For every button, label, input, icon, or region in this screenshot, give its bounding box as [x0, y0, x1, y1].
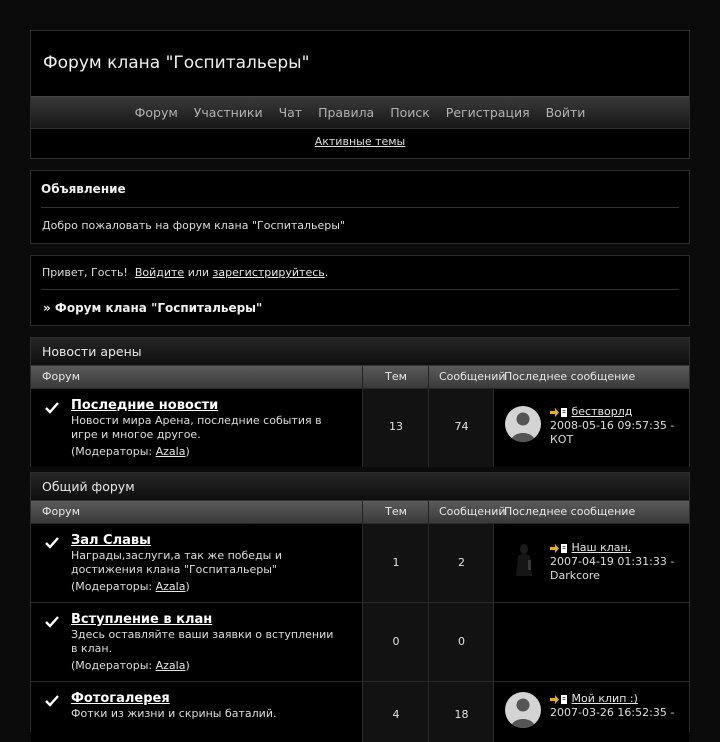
- nav-members[interactable]: Участники: [193, 105, 263, 120]
- moderator-link[interactable]: Azala: [155, 580, 186, 593]
- mod-suffix: ): [185, 580, 190, 593]
- category-title[interactable]: Новости арены: [31, 338, 689, 366]
- last-post-link[interactable]: Наш клан.: [571, 541, 632, 554]
- posts-count: 74: [454, 420, 469, 433]
- moderators: [71, 580, 190, 593]
- last-post-date: 2007-03-26 16:52:35 -: [550, 706, 675, 719]
- register-link[interactable]: зарегистрируйтесь: [212, 266, 325, 279]
- mod-suffix: ): [185, 659, 190, 672]
- category-general: [30, 472, 690, 732]
- nav-forum[interactable]: Форум: [134, 105, 178, 120]
- user-silhouette-icon: [505, 406, 541, 442]
- divider: [41, 289, 679, 290]
- forum-link[interactable]: Последние новости: [71, 398, 219, 413]
- last-post-author[interactable]: КОТ: [550, 433, 574, 446]
- greeting: Привет, Гость!: [42, 266, 128, 279]
- welcome-box: [30, 255, 690, 326]
- category-news: [30, 337, 690, 467]
- last-post-link[interactable]: бестворлд: [571, 405, 633, 418]
- last-post-date: 2007-04-19 01:31:33 -: [550, 555, 675, 568]
- mod-prefix: (Модераторы:: [71, 580, 153, 593]
- nav-rules[interactable]: Правила: [318, 105, 375, 120]
- mod-prefix: (Модераторы:: [71, 445, 153, 458]
- last-post: [550, 541, 690, 583]
- forum-description: Новости мира Арена, последние события в игре и многое другое.: [71, 414, 322, 441]
- or-text: или: [187, 266, 210, 279]
- col-topics: Тем: [362, 501, 429, 523]
- goto-post-icon[interactable]: [550, 408, 568, 417]
- announcement-heading: Объявление: [41, 182, 126, 196]
- avatar[interactable]: [505, 406, 541, 442]
- col-posts: Сообщений: [428, 366, 493, 388]
- last-post: [550, 692, 690, 720]
- forum-row: [31, 602, 689, 681]
- dark-figure-icon: [505, 540, 541, 576]
- moderators: [71, 659, 190, 672]
- column-header: [31, 366, 689, 388]
- topics-count: 13: [389, 420, 403, 433]
- moderators: [71, 445, 190, 458]
- category-title[interactable]: Общий форум: [31, 473, 689, 501]
- moderator-link[interactable]: Azala: [155, 659, 186, 672]
- read-check-icon: [45, 615, 59, 629]
- last-post-date: 2008-05-16 09:57:35 -: [550, 419, 675, 432]
- forum-description: Фотки из жизни и скрины баталий.: [71, 707, 277, 720]
- forum-row: [31, 681, 689, 742]
- announcement-text: Добро пожаловать на форум клана "Госпитальеры": [42, 219, 345, 232]
- forum-link[interactable]: Вступление в клан: [71, 612, 213, 627]
- col-last-post: Последнее сообщение: [504, 370, 636, 383]
- active-topics-link[interactable]: Активные темы: [314, 135, 406, 148]
- forum-row: [31, 388, 689, 467]
- posts-count: 2: [458, 556, 465, 569]
- topics-count: 1: [392, 556, 400, 569]
- nav-chat[interactable]: Чат: [278, 105, 303, 120]
- last-post-author[interactable]: Darkcore: [550, 569, 600, 582]
- read-check-icon: [45, 694, 59, 708]
- col-forum: Форум: [42, 370, 80, 383]
- forum-title: Форум клана "Госпитальеры": [43, 53, 310, 73]
- forum-link[interactable]: Фотогалерея: [71, 691, 170, 706]
- forum-link[interactable]: Зал Славы: [71, 533, 151, 548]
- col-last-post: Последнее сообщение: [504, 505, 636, 518]
- posts-count: 18: [454, 708, 469, 721]
- active-topics-bar: [31, 135, 689, 148]
- main-nav: [31, 96, 689, 129]
- mod-prefix: (Модераторы:: [71, 659, 153, 672]
- avatar[interactable]: [505, 540, 541, 576]
- goto-post-icon[interactable]: [550, 695, 568, 704]
- nav-register[interactable]: Регистрация: [445, 105, 530, 120]
- col-posts: Сообщений: [428, 501, 493, 523]
- breadcrumb[interactable]: » Форум клана "Госпитальеры": [43, 301, 263, 315]
- nav-login[interactable]: Войти: [545, 105, 586, 120]
- last-post: [550, 405, 690, 447]
- posts-count: 0: [458, 635, 465, 648]
- read-check-icon: [45, 401, 59, 415]
- divider: [41, 207, 679, 208]
- column-header: [31, 501, 689, 523]
- forum-row: [31, 523, 689, 602]
- period: .: [324, 266, 329, 279]
- forum-description: Здесь оставляйте ваши заявки о вступлении в клан.: [71, 628, 334, 655]
- moderator-link[interactable]: Azala: [155, 445, 186, 458]
- forum-header: [30, 30, 690, 159]
- welcome-line: [42, 266, 328, 279]
- topics-count: 4: [392, 708, 400, 721]
- last-post-link[interactable]: Мой клип :): [571, 692, 638, 705]
- announcement-box: [30, 170, 690, 244]
- col-topics: Тем: [362, 366, 429, 388]
- topics-count: 0: [392, 635, 400, 648]
- avatar[interactable]: [505, 692, 541, 728]
- login-link[interactable]: Войдите: [134, 266, 185, 279]
- col-forum: Форум: [42, 505, 80, 518]
- mod-suffix: ): [185, 445, 190, 458]
- forum-description: Награды,заслуги,а так же победы и достижения клана "Госпитальеры": [71, 549, 283, 576]
- user-silhouette-icon: [505, 692, 541, 728]
- last-post-empty: [493, 603, 689, 681]
- goto-post-icon[interactable]: [550, 544, 568, 553]
- read-check-icon: [45, 536, 59, 550]
- nav-search[interactable]: Поиск: [390, 105, 430, 120]
